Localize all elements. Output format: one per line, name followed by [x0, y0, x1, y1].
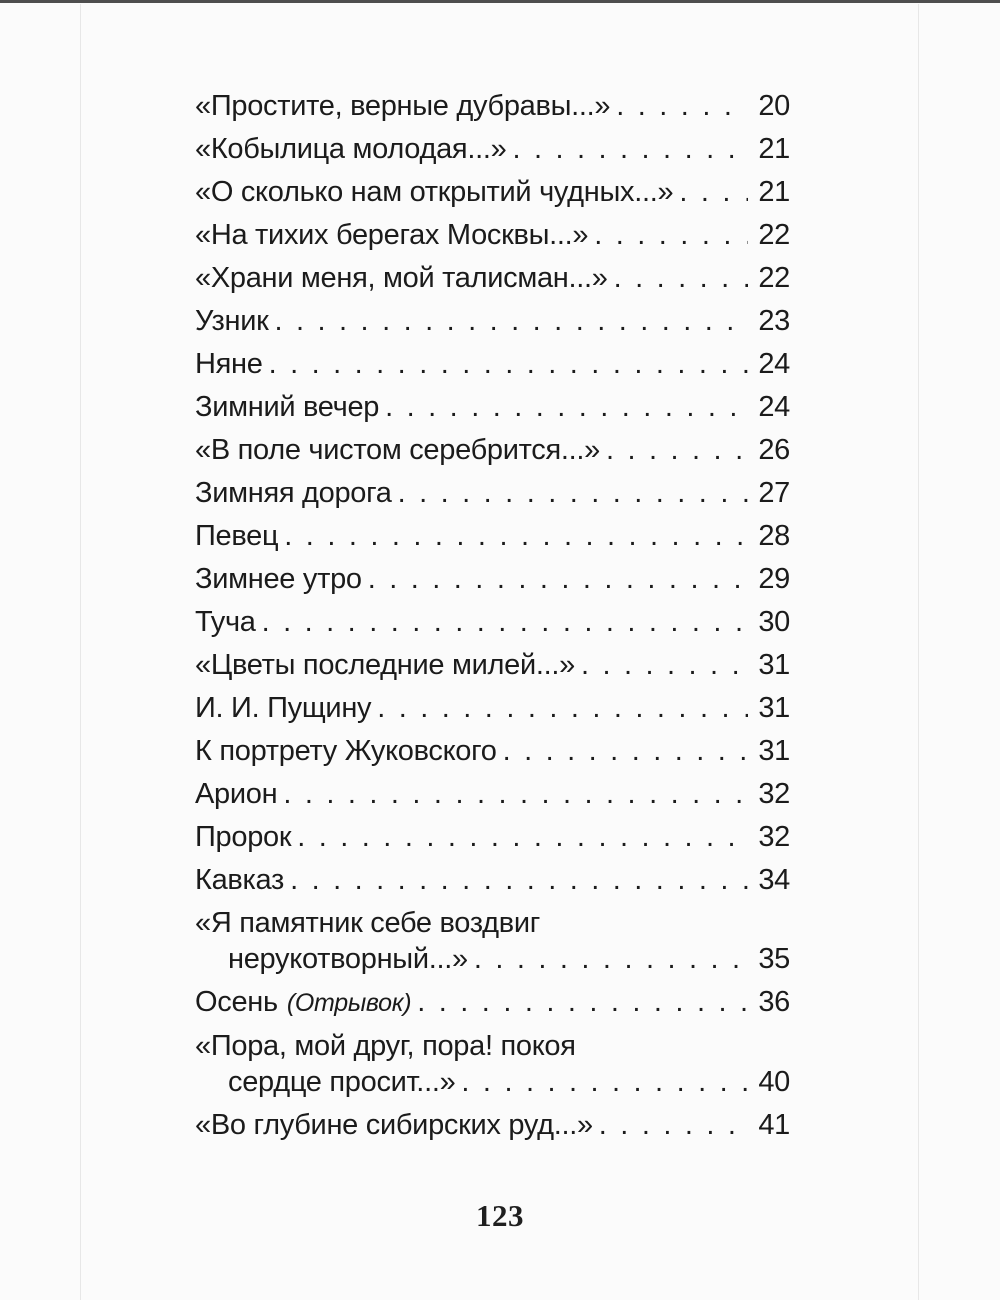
- toc-entry-main-line: [195, 217, 790, 253]
- dot-leader: [468, 941, 748, 977]
- toc-entry-main-line: [195, 941, 790, 977]
- dot-leader: [411, 984, 748, 1020]
- toc-entry-page: 32: [758, 821, 790, 853]
- toc-entry-main-line: [195, 174, 790, 210]
- toc-entry-page: 31: [758, 692, 790, 724]
- toc-entry-main-line: [195, 432, 790, 468]
- toc-entry-title: «Кобылица молодая...»: [195, 133, 507, 165]
- toc-entry-title: Пророк: [195, 821, 292, 853]
- toc-entry-page: 36: [758, 986, 790, 1018]
- toc-entry-page: 24: [758, 348, 790, 380]
- dot-leader: [263, 346, 749, 382]
- toc-entry-title: И. И. Пущину: [195, 692, 372, 724]
- toc-entry-main-line: [195, 984, 790, 1021]
- toc-entry: [195, 905, 790, 977]
- toc-entry-title: Няне: [195, 348, 263, 380]
- toc-entry-title-line1: «Я памятник себе воздвиг: [195, 907, 541, 939]
- toc-list: [195, 88, 790, 1150]
- toc-entry-page: 24: [758, 391, 790, 423]
- toc-entry-main-line: [195, 776, 790, 812]
- toc-entry-title: К портрету Жуковского: [195, 735, 497, 767]
- toc-entry-main-line: [195, 1064, 790, 1100]
- toc-entry-page: 26: [758, 434, 790, 466]
- toc-entry: [195, 174, 790, 210]
- toc-entry: [195, 647, 790, 683]
- toc-entry: [195, 604, 790, 640]
- dot-leader: [593, 1107, 749, 1143]
- toc-entry-title: Зимняя дорога: [195, 477, 392, 509]
- toc-entry-title: «Храни меня, мой талисман...»: [195, 262, 608, 294]
- toc-entry-title: «Во глубине сибирских руд...»: [195, 1109, 593, 1141]
- toc-entry-first-line: [195, 905, 790, 941]
- toc-entry: [195, 346, 790, 382]
- toc-entry-title: «На тихих берегах Москвы...»: [195, 219, 589, 251]
- toc-entry-page: 28: [758, 520, 790, 552]
- toc-entry: [195, 733, 790, 769]
- toc-entry: [195, 518, 790, 554]
- dot-leader: [575, 647, 748, 683]
- toc-entry-main-line: [195, 303, 790, 339]
- toc-entry-page: 35: [758, 943, 790, 975]
- dot-leader: [371, 690, 748, 726]
- toc-entry: [195, 1107, 790, 1143]
- toc-entry-main-line: [195, 518, 790, 554]
- dot-leader: [284, 862, 748, 898]
- toc-entry-main-line: [195, 131, 790, 167]
- toc-entry: [195, 984, 790, 1021]
- toc-entry: [195, 389, 790, 425]
- toc-entry-title: сердце просит...»: [228, 1066, 456, 1098]
- toc-entry-page: 30: [758, 606, 790, 638]
- toc-entry: [195, 690, 790, 726]
- dot-leader: [277, 776, 748, 812]
- dot-leader: [269, 303, 749, 339]
- toc-entry: [195, 303, 790, 339]
- toc-entry-title: Певец: [195, 520, 279, 552]
- toc-entry-main-line: [195, 260, 790, 296]
- toc-entry-page: 21: [758, 176, 790, 208]
- toc-entry-title: «Простите, верные дубравы...»: [195, 90, 611, 122]
- toc-entry-title-line1: «Пора, мой друг, пора! покоя: [195, 1030, 576, 1062]
- dot-leader: [379, 389, 748, 425]
- toc-entry-page: 23: [758, 305, 790, 337]
- toc-entry-title: «В поле чистом серебрится...»: [195, 434, 600, 466]
- toc-entry: [195, 862, 790, 898]
- toc-entry-title: Зимний вечер: [195, 391, 380, 423]
- dot-leader: [256, 604, 749, 640]
- toc-entry-title: «Цветы последние милей...»: [195, 649, 575, 681]
- dot-leader: [392, 475, 749, 511]
- toc-entry-main-line: [195, 1107, 790, 1143]
- toc-entry: [195, 776, 790, 812]
- toc-entry-main-line: [195, 389, 790, 425]
- toc-entry-page: 29: [758, 563, 790, 595]
- toc-entry-page: 41: [758, 1109, 790, 1141]
- page-right-edge: [918, 4, 919, 1300]
- dot-leader: [506, 131, 748, 167]
- toc-entry-page: 22: [758, 262, 790, 294]
- toc-entry-main-line: [195, 819, 790, 855]
- dot-leader: [362, 561, 749, 597]
- page-left-edge: [80, 4, 81, 1300]
- toc-entry-title: Узник: [195, 305, 269, 337]
- dot-leader: [610, 88, 748, 124]
- toc-entry-main-line: [195, 346, 790, 382]
- dot-leader: [588, 217, 748, 253]
- toc-entry-main-line: [195, 604, 790, 640]
- toc-entry-page: 31: [758, 735, 790, 767]
- toc-entry: [195, 1028, 790, 1100]
- toc-entry: [195, 88, 790, 124]
- toc-entry-title: нерукотворный...»: [228, 943, 468, 975]
- dot-leader: [278, 518, 748, 554]
- toc-entry: [195, 475, 790, 511]
- toc-entry-page: 31: [758, 649, 790, 681]
- toc-entry-first-line: [195, 1028, 790, 1064]
- toc-entry-main-line: [195, 862, 790, 898]
- toc-entry-main-line: [195, 561, 790, 597]
- toc-entry-subtitle-italic: (Отрывок): [286, 989, 412, 1017]
- page-number-folio: 123: [476, 1198, 524, 1233]
- toc-entry-page: 22: [758, 219, 790, 251]
- page-top-scan-line: [0, 0, 1000, 3]
- toc-entry-main-line: [195, 475, 790, 511]
- toc-entry: [195, 561, 790, 597]
- toc-entry-title: Арион: [195, 778, 278, 810]
- dot-leader: [497, 733, 749, 769]
- toc-entry-title: Осень: [195, 986, 278, 1018]
- toc-entry-page: 34: [758, 864, 790, 896]
- toc-entry: [195, 819, 790, 855]
- toc-entry-title: Кавказ: [195, 864, 285, 896]
- toc-entry-page: 20: [758, 90, 790, 122]
- toc-entry-page: 32: [758, 778, 790, 810]
- toc-entry-title: «О сколько нам открытий чудных...»: [195, 176, 674, 208]
- dot-leader: [600, 432, 748, 468]
- toc-entry-title: Зимнее утро: [195, 563, 362, 595]
- toc-entry-main-line: [195, 88, 790, 124]
- toc-entry: [195, 432, 790, 468]
- toc-entry-main-line: [195, 647, 790, 683]
- toc-entry-page: 21: [758, 133, 790, 165]
- dot-leader: [608, 260, 749, 296]
- toc-entry-title: Туча: [195, 606, 256, 638]
- toc-entry: [195, 260, 790, 296]
- toc-entry: [195, 217, 790, 253]
- dot-leader: [455, 1064, 748, 1100]
- toc-entry-page: 40: [758, 1066, 790, 1098]
- toc-entry: [195, 131, 790, 167]
- dot-leader: [673, 174, 748, 210]
- dot-leader: [291, 819, 748, 855]
- toc-entry-main-line: [195, 690, 790, 726]
- toc-entry-main-line: [195, 733, 790, 769]
- toc-entry-page: 27: [758, 477, 790, 509]
